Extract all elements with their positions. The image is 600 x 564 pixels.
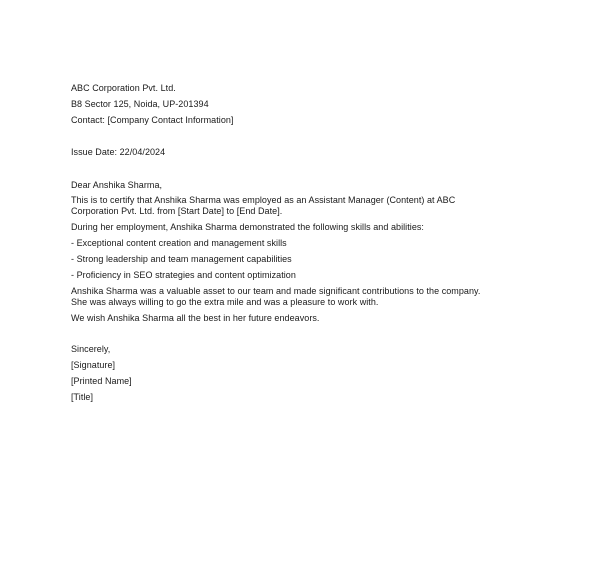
certify-line-1: This is to certify that Anshika Sharma was employed as an Assistant Manager (Content) at ABC	[71, 195, 456, 205]
certify-line-2: Corporation Pvt. Ltd. from [Start Date] to [End Date].	[71, 206, 283, 216]
skill-item: - Exceptional content creation and management skills	[71, 238, 287, 248]
skill-item: - Strong leadership and team management capabilities	[71, 254, 292, 264]
signature-placeholder: [Signature]	[71, 360, 116, 370]
salutation: Dear Anshika Sharma,	[71, 180, 163, 190]
company-address: B8 Sector 125, Noida, UP-201394	[71, 99, 209, 109]
company-name: ABC Corporation Pvt. Ltd.	[71, 83, 176, 93]
closing: Sincerely,	[71, 344, 111, 354]
asset-line-1: Anshika Sharma was a valuable asset to our team and made significant contributions to the company.	[71, 286, 481, 296]
wish-line: We wish Anshika Sharma all the best in her future endeavors.	[71, 313, 320, 323]
skill-item: - Proficiency in SEO strategies and content optimization	[71, 270, 296, 280]
company-contact: Contact: [Company Contact Information]	[71, 115, 234, 125]
issue-date: Issue Date: 22/04/2024	[71, 147, 166, 157]
asset-line-2: She was always willing to go the extra mile and was a pleasure to work with.	[71, 297, 379, 307]
skills-intro: During her employment, Anshika Sharma demonstrated the following skills and abilities:	[71, 222, 424, 232]
printed-name-placeholder: [Printed Name]	[71, 376, 132, 386]
title-placeholder: [Title]	[71, 392, 94, 402]
